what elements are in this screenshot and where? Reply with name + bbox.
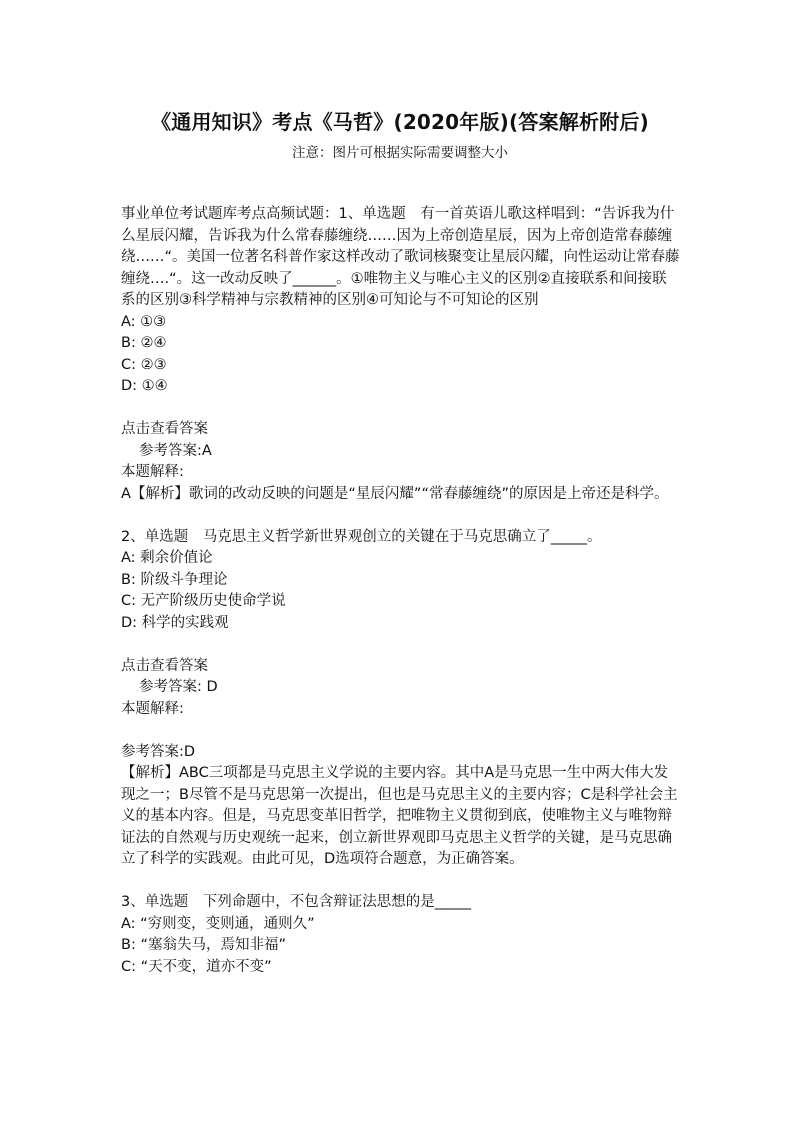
question-1-option-b: B: ②④ (121, 335, 167, 351)
question-1-stem: 事业单位考试题库考点高频试题：1、单选题 有一首英语儿歌这样唱到：“告诉我为什么星辰闪耀，告诉我为什么常春藤缠绕……因为上帝创造星辰，因为上帝创造常春藤缠绕……“。美国一位著名科普作家这样改动了歌词核聚变让星辰闪耀，向性运动让常春藤缠绕….“。这一改动反映了______。①唯物主义与唯心主义的区别②直接联系和间接联系的区别③科学精神与宗教精神的区别④可知论与不可知论的区别 (121, 206, 680, 308)
question-3-option-c: C: “天不变，道亦不变” (121, 958, 272, 975)
question-2-option-a: A: 剩余价值论 (121, 550, 213, 566)
question-2-option-b: B: 阶级斗争理论 (121, 571, 228, 588)
question-2-show-answer-link[interactable]: 点击查看答案 (121, 657, 208, 674)
document-body (121, 204, 681, 978)
question-2-option-c: C: 无产阶级历史使命学说 (121, 593, 286, 609)
question-1-show-answer-link[interactable]: 点击查看答案 (121, 421, 208, 437)
question-2-option-d: D: 科学的实践观 (121, 614, 229, 631)
question-1-reference-answer: 参考答案:A (139, 442, 212, 459)
question-1-option-c: C: ②③ (121, 356, 167, 373)
document-note: 注意：图片可根据实际需要调整大小 (292, 145, 508, 161)
question-2-analysis: 【解析】ABC三项都是马克思主义学说的主要内容。其中A是马克思一生中两大伟大发现之一；B尽管不是马克思第一次提出，但也是马克思主义的主要内容；C是科学社会主义的基本内容。但是，马克思变革旧哲学，把唯物主义贯彻到底，使唯物主义与唯物辩证法的自然观与历史观统一起来，创立新世界观即马克思主义哲学的关键，是马克思确立了科学的实践观。由此可见，D选项符合题意，为正确答案。 (121, 765, 678, 867)
question-1-option-a: A: ①③ (121, 313, 167, 330)
question-3-stem: 3、单选题 下列命题中，不包含辩证法思想的是_____ (121, 894, 471, 910)
question-1-option-d: D: ①④ (121, 378, 168, 394)
question-1-analysis: A【解析】歌词的改动反映的问题是“星辰闪耀”“常春藤缠绕”的原因是上帝还是科学。 (121, 485, 669, 502)
question-2-analysis-reference: 参考答案:D (121, 743, 196, 760)
question-2-reference-answer: 参考答案: D (139, 679, 218, 695)
question-2-analysis-label: 本题解释: (121, 700, 184, 717)
document-title: 《通用知识》考点《马哲》(2020年版)(答案解析附后) (151, 110, 649, 134)
question-1-analysis-label: 本题解释: (121, 464, 184, 480)
question-3-option-a: A: “穷则变，变则通，通则久” (121, 915, 315, 932)
question-3-option-b: B: “塞翁失马，焉知非福” (121, 937, 286, 953)
question-2-stem: 2、单选题 马克思主义哲学新世界观创立的关键在于马克思确立了_____。 (121, 528, 602, 545)
